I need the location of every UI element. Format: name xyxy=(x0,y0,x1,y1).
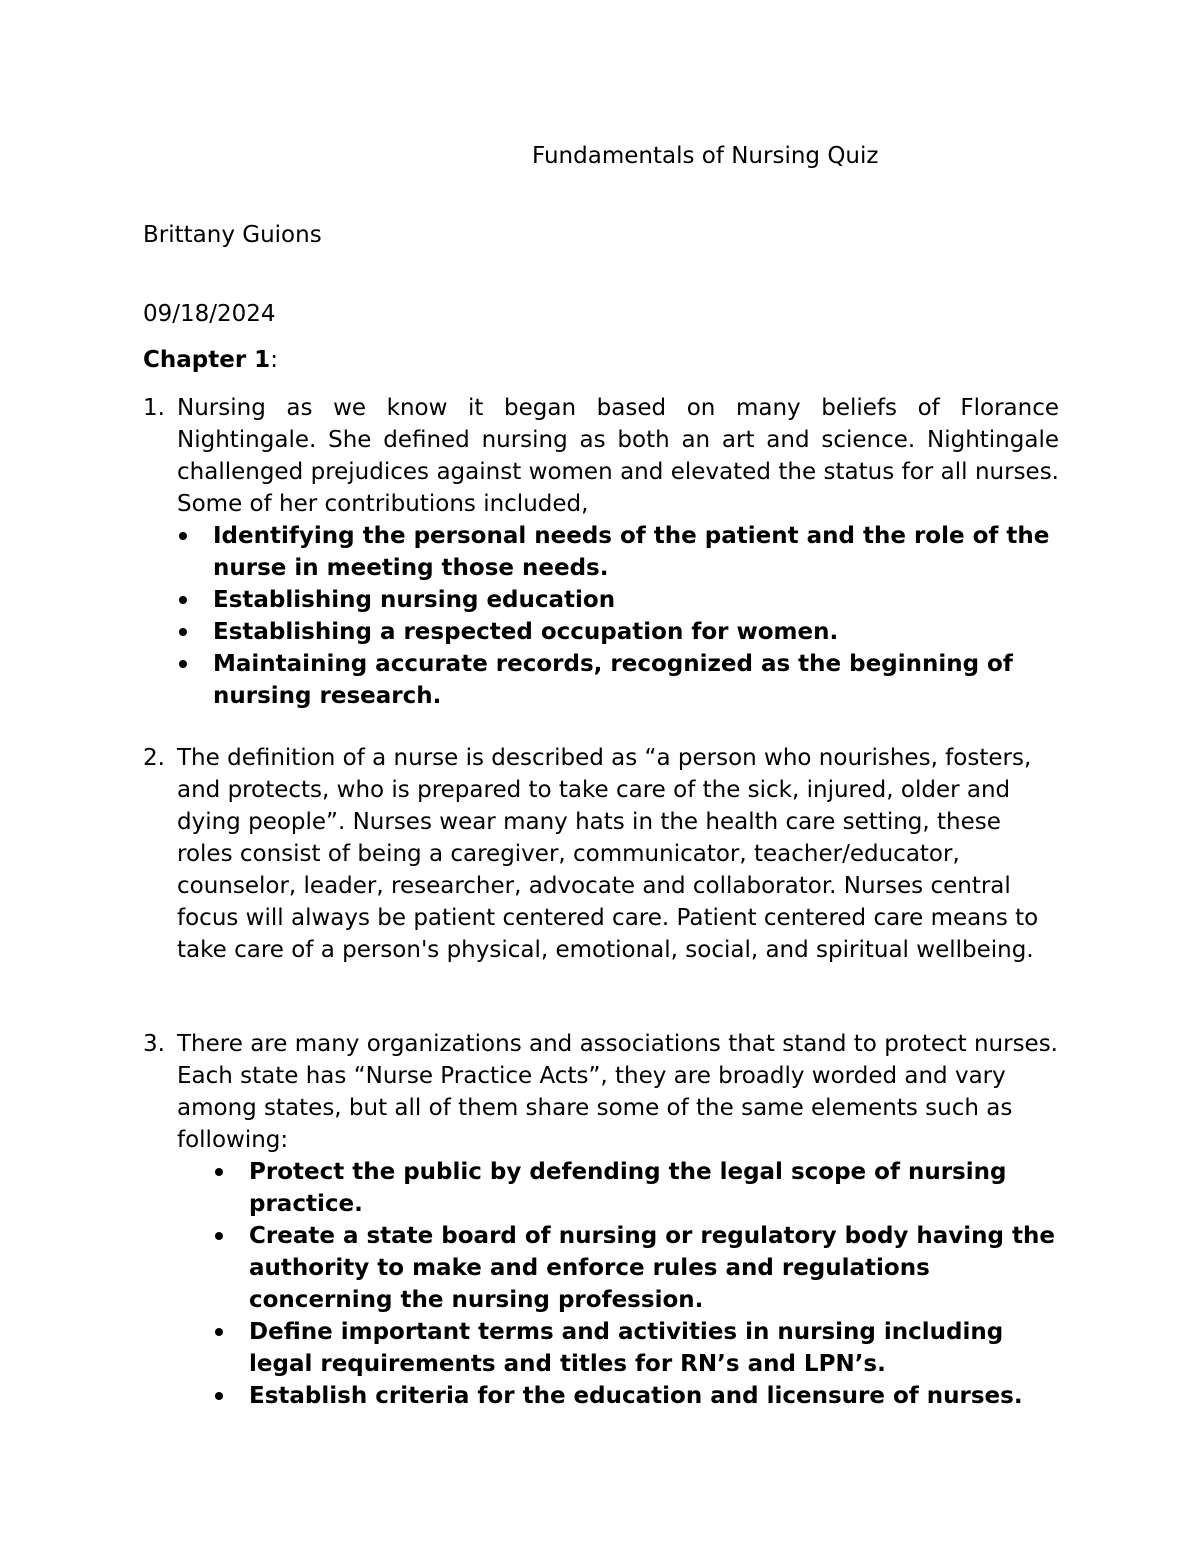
bullet-text: Maintaining accurate records, recognized as the beginning of nursing research. xyxy=(213,651,1013,709)
bullet-item xyxy=(177,1380,1059,1412)
bullet-item xyxy=(177,1316,1059,1380)
bullet-item xyxy=(177,648,1059,712)
bullet-icon xyxy=(179,532,187,540)
bullet-text: Define important terms and activities in nursing including legal requirements and titles for RN’s and LPN’s. xyxy=(249,1319,1004,1377)
bullet-icon xyxy=(215,1168,223,1176)
bullet-list xyxy=(177,1156,1059,1412)
item-paragraph: There are many organizations and associations that stand to protect nurses. Each state has “Nurse Practice Acts”, they are broadly worded and vary among states, but all of them share some of the same elements such as following: xyxy=(177,1031,1058,1153)
bullet-text: Create a state board of nursing or regulatory body having the authority to make and enforce rules and regulations concerning the nursing profession. xyxy=(249,1223,1055,1313)
author-name: Brittany Guions xyxy=(143,222,322,248)
bullet-icon xyxy=(179,596,187,604)
document-title: Fundamentals of Nursing Quiz xyxy=(532,143,879,169)
item-number: 1. xyxy=(143,395,165,421)
list-item-1 xyxy=(143,392,1059,712)
bullet-text: Identifying the personal needs of the patient and the role of the nurse in meeting those needs. xyxy=(213,523,1050,581)
item-body xyxy=(177,392,1059,712)
item-body xyxy=(177,742,1059,966)
bullet-icon xyxy=(215,1392,223,1400)
item-number: 3. xyxy=(143,1031,165,1057)
bullet-item xyxy=(177,520,1059,584)
list-item-3 xyxy=(143,1028,1059,1412)
bullet-item xyxy=(177,1220,1059,1316)
chapter-label: Chapter 1 xyxy=(143,347,271,373)
bullet-item xyxy=(177,1156,1059,1220)
bullet-item xyxy=(177,584,1059,616)
document-date: 09/18/2024 xyxy=(143,301,276,327)
bullet-text: Establish criteria for the education and licensure of nurses. xyxy=(249,1383,1023,1409)
bullet-icon xyxy=(215,1328,223,1336)
item-body xyxy=(177,1028,1059,1412)
bullet-icon xyxy=(215,1232,223,1240)
item-paragraph: The definition of a nurse is described as “a person who nourishes, fosters, and protects, who is prepared to take care of the sick, injured, older and dying people”. Nurses wear many hats in the health care setting, these roles consist of being a caregiver, communicator, teacher/educator, counselor, leader, researcher, advocate and collaborator. Nurses central focus will always be patient centered care. Patient centered care means to take care of a person's physical, emotional, social, and spiritual wellbeing. xyxy=(177,745,1039,963)
bullet-text: Establishing nursing education xyxy=(213,587,616,613)
bullet-icon xyxy=(179,628,187,636)
bullet-item xyxy=(177,616,1059,648)
bullet-text: Protect the public by defending the legal scope of nursing practice. xyxy=(249,1159,1007,1217)
bullet-list xyxy=(177,520,1059,712)
chapter-heading xyxy=(143,344,278,376)
chapter-colon: : xyxy=(270,347,278,373)
bullet-icon xyxy=(179,660,187,668)
list-item-2 xyxy=(143,742,1059,966)
bullet-text: Establishing a respected occupation for women. xyxy=(213,619,839,645)
item-paragraph: Nursing as we know it began based on many beliefs of Florance Nightingale. She defined nursing as both an art and science. Nightingale challenged prejudices against women and elevated the status for all nurses. Some of her contributions included, xyxy=(177,395,1059,517)
item-number: 2. xyxy=(143,745,165,771)
